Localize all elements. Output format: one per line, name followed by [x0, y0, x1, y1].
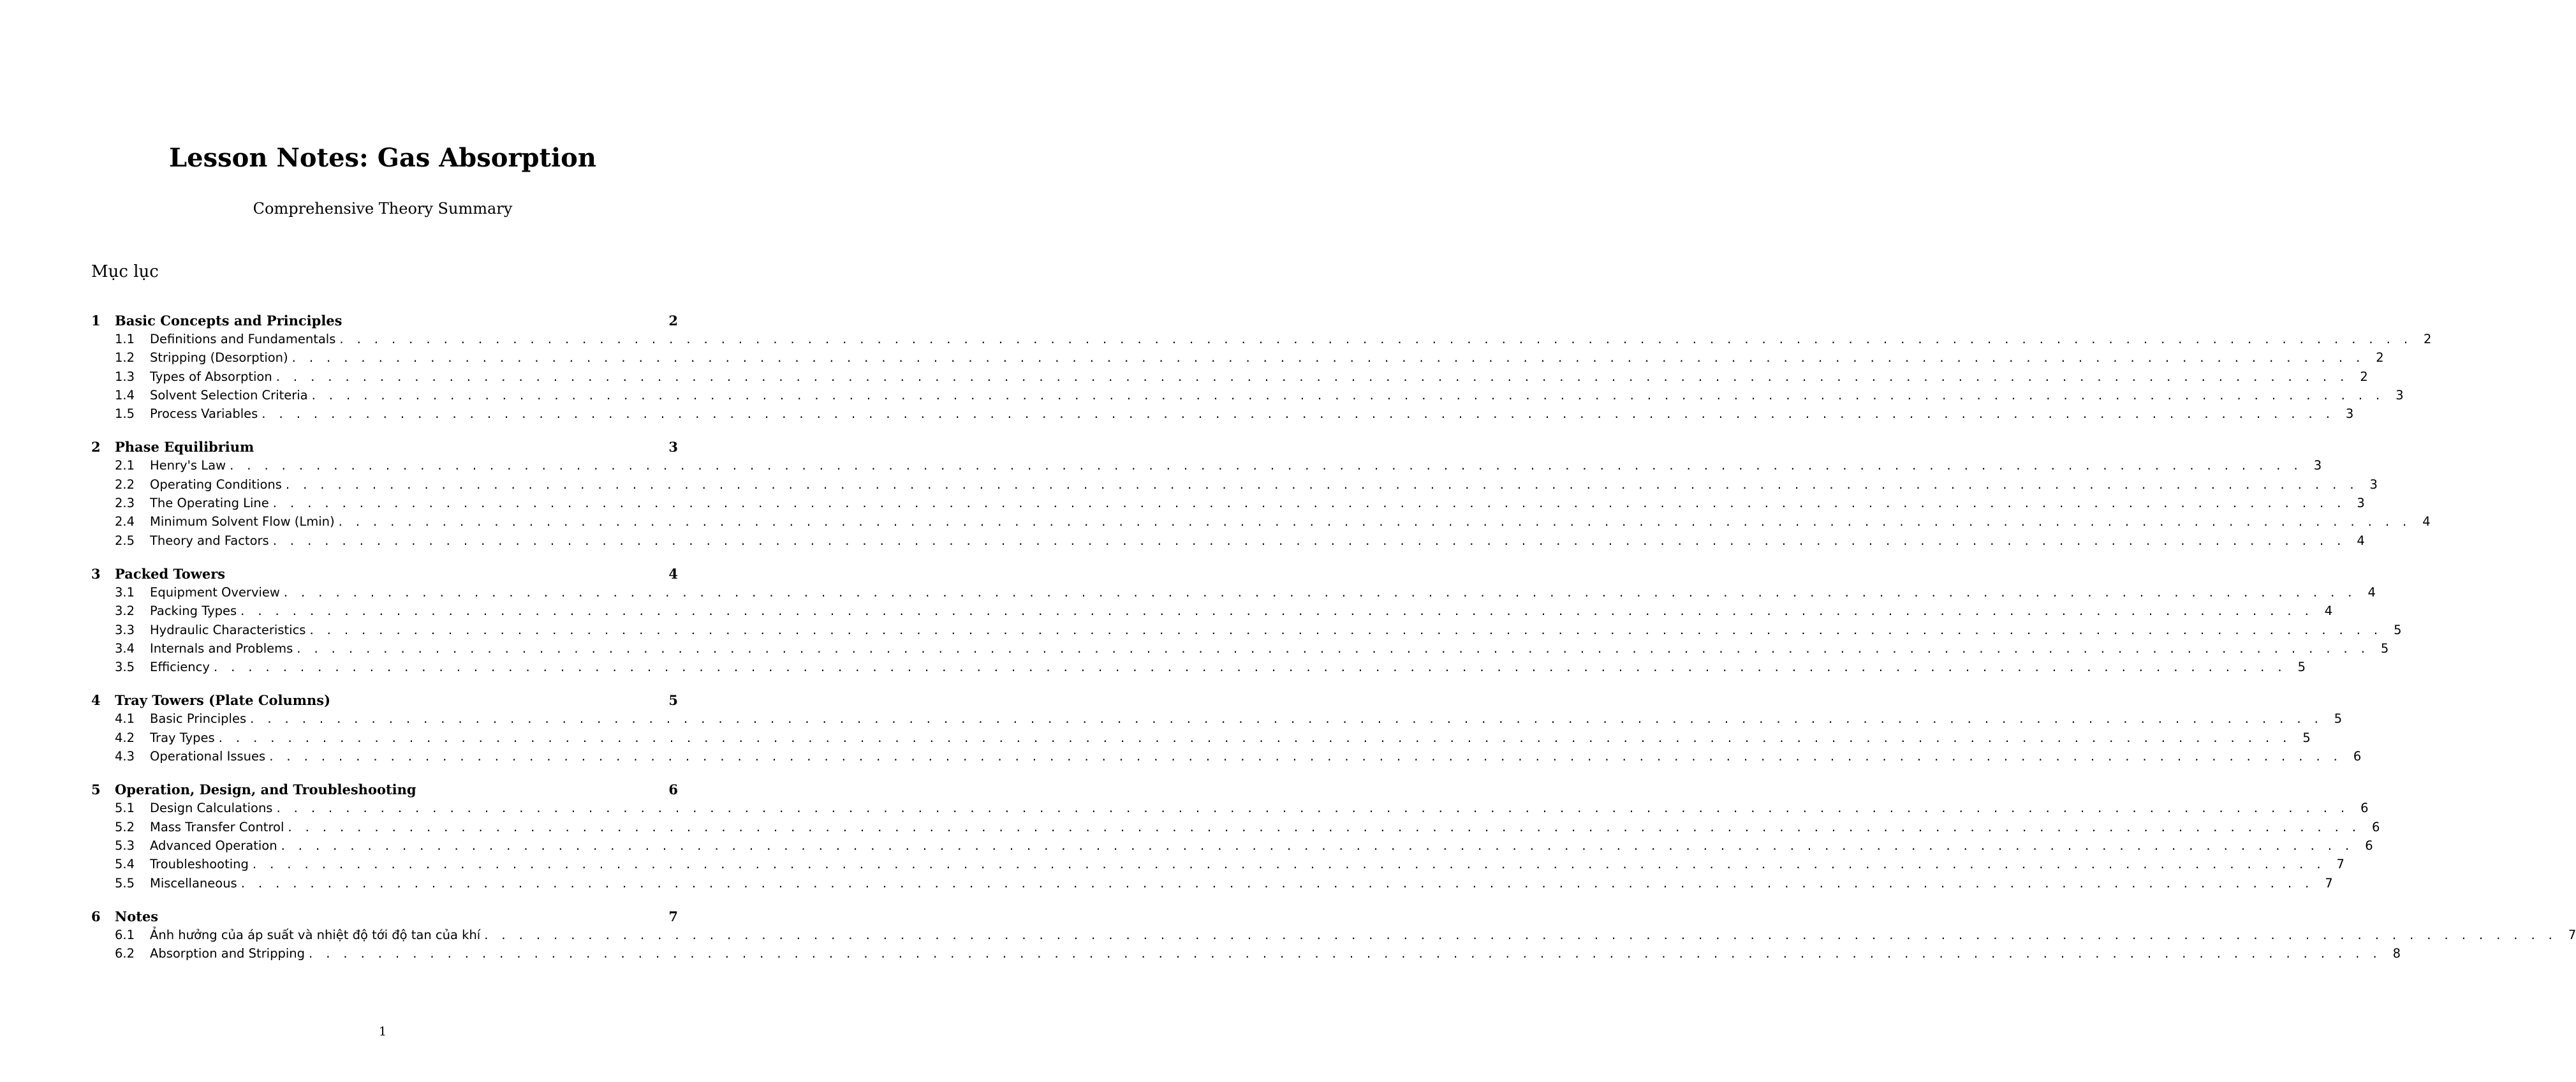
toc-subsection-number: 5.4: [115, 857, 135, 872]
toc-section-page: 3: [668, 439, 678, 456]
toc-dot-leader: . . . . . . . . . . . . . . . . . . . . . . . . . . . . . . . . . . . . . . . . . . . . . . . . . . . . . . . . . . . . . . . . . . . . . . . . . . . . . . . . . . . . . . . . . . . . . . . . . . . . . . . . . . . . . . . . . . . . . . . .: [250, 711, 2323, 727]
toc-section: [91, 692, 2362, 767]
toc-dot-leader: . . . . . . . . . . . . . . . . . . . . . . . . . . . . . . . . . . . . . . . . . . . . . . . . . . . . . . . . . . . . . . . . . . . . . . . . . . . . . . . . . . . . . . . . . . . . . . . . . . . . . . . . . . . . . . . . . . . . . . . .: [272, 496, 2346, 511]
toc-subsection-title: Types of Absorption: [150, 369, 272, 384]
toc-section-number: 5: [91, 782, 101, 798]
toc-dot-leader: . . . . . . . . . . . . . . . . . . . . . . . . . . . . . . . . . . . . . . . . . . . . . . . . . . . . . . . . . . . . . . . . . . . . . . . . . . . . . . . . . . . . . . . . . . . . . . . . . . . . . . . . . . . . . . . . . . . . . . . .: [281, 838, 2354, 853]
toc-subsection-number: 1.5: [115, 406, 135, 422]
toc-subsection-page: 3: [2369, 477, 2378, 492]
toc-subsection-page: 7: [2325, 875, 2333, 891]
toc-subsection-number: 3.5: [115, 660, 135, 675]
toc-subsection-title: Process Variables: [150, 406, 258, 422]
toc-subsection-number: 2.4: [115, 514, 135, 530]
toc-section-entry[interactable]: [91, 692, 678, 711]
toc-subsection-page: 6: [2353, 749, 2362, 764]
toc-subsection-number: 6.2: [115, 946, 135, 961]
toc-subsection-entry[interactable]: [91, 496, 2365, 514]
toc-dot-leader: . . . . . . . . . . . . . . . . . . . . . . . . . . . . . . . . . . . . . . . . . . . . . . . . . . . . . . . . . . . . . . . . . . . . . . . . . . . . . . . . . . . . . . . . . . . . . . . . . . . . . . . . . . . . . . . . . . . . . . . .: [291, 350, 2365, 366]
toc-subsection-title: Operational Issues: [150, 749, 266, 764]
toc-dot-leader: . . . . . . . . . . . . . . . . . . . . . . . . . . . . . . . . . . . . . . . . . . . . . . . . . . . . . . . . . . . . . . . . . . . . . . . . . . . . . . . . . . . . . . . . . . . . . . . . . . . . . . . . . . . . . . . . . . . . . . . .: [338, 514, 2411, 530]
toc-dot-leader: . . . . . . . . . . . . . . . . . . . . . . . . . . . . . . . . . . . . . . . . . . . . . . . . . . . . . . . . . . . . . . . . . . . . . . . . . . . . . . . . . . . . . . . . . . . . . . . . . . . . . . . . . . . . . . . . . . . . . . . .: [272, 533, 2346, 548]
toc-section-title: Operation, Design, and Troubleshooting: [115, 782, 416, 798]
toc-heading: Mục lục: [91, 262, 159, 281]
toc-subsection-title: Internals and Problems: [150, 641, 293, 656]
toc-section: [91, 908, 2576, 965]
toc-section-page: 6: [668, 782, 678, 798]
toc-section-title: Phase Equilibrium: [115, 439, 254, 456]
toc-subsection-number: 2.5: [115, 533, 135, 548]
toc-subsection-title: Miscellaneous: [150, 875, 237, 891]
toc-subsection-entry[interactable]: [91, 332, 2432, 350]
page-number: 1: [378, 1025, 387, 1039]
toc-subsection-entry[interactable]: [91, 819, 2380, 838]
toc-section: [91, 313, 2432, 425]
toc-subsection-title: Basic Principles: [150, 711, 247, 727]
toc-section-entry[interactable]: [91, 566, 678, 585]
toc-dot-leader: . . . . . . . . . . . . . . . . . . . . . . . . . . . . . . . . . . . . . . . . . . . . . . . . . . . . . . . . . . . . . . . . . . . . . . . . . . . . . . . . . . . . . . . . . . . . . . . . . . . . . . . . . . . . . . . . . . . . . . . .: [276, 801, 2350, 816]
toc-subsection-entry[interactable]: [91, 838, 2373, 857]
toc-subsection-entry[interactable]: [91, 641, 2389, 660]
toc-dot-leader: . . . . . . . . . . . . . . . . . . . . . . . . . . . . . . . . . . . . . . . . . . . . . . . . . . . . . . . . . . . . . . . . . . . . . . . . . . . . . . . . . . . . . . . . . . . . . . . . . . . . . . . . . . . . . . . . . . . . . . . .: [484, 927, 2558, 942]
toc-subsection-entry[interactable]: [91, 946, 2401, 965]
toc-subsection-title: The Operating Line: [150, 496, 269, 511]
toc-subsection-title: Hydraulic Characteristics: [150, 622, 306, 637]
toc-subsection-title: Operating Conditions: [150, 477, 282, 492]
toc-dot-leader: . . . . . . . . . . . . . . . . . . . . . . . . . . . . . . . . . . . . . . . . . . . . . . . . . . . . . . . . . . . . . . . . . . . . . . . . . . . . . . . . . . . . . . . . . . . . . . . . . . . . . . . . . . . . . . . . . . . . . . . .: [309, 622, 2383, 637]
toc-subsection-page: 8: [2392, 946, 2401, 961]
toc-dot-leader: . . . . . . . . . . . . . . . . . . . . . . . . . . . . . . . . . . . . . . . . . . . . . . . . . . . . . . . . . . . . . . . . . . . . . . . . . . . . . . . . . . . . . . . . . . . . . . . . . . . . . . . . . . . . . . . . . . . . . . . .: [283, 584, 2357, 600]
toc-subsection-page: 5: [2380, 641, 2389, 656]
toc-subsection-title: Stripping (Desorption): [150, 350, 288, 366]
toc-subsection-entry[interactable]: [91, 857, 2344, 875]
toc-section-number: 1: [91, 313, 101, 329]
toc-subsection-entry[interactable]: [91, 350, 2384, 369]
toc-subsection-number: 1.2: [115, 350, 135, 366]
toc-subsection-number: 2.2: [115, 477, 135, 492]
toc-subsection-number: 4.3: [115, 749, 135, 764]
toc-subsection-page: 2: [2376, 350, 2384, 366]
toc-subsection-title: Absorption and Stripping: [150, 946, 305, 961]
toc-dot-leader: . . . . . . . . . . . . . . . . . . . . . . . . . . . . . . . . . . . . . . . . . . . . . . . . . . . . . . . . . . . . . . . . . . . . . . . . . . . . . . . . . . . . . . . . . . . . . . . . . . . . . . . . . . . . . . . . . . . . . . . .: [297, 641, 2370, 656]
toc-section-number: 2: [91, 439, 101, 456]
toc-subsection-number: 2.3: [115, 496, 135, 511]
toc-subsection-page: 7: [2336, 857, 2344, 872]
toc-subsection-entry[interactable]: [91, 801, 2369, 819]
toc-subsection-entry[interactable]: [91, 584, 2376, 604]
toc-section-title: Notes: [115, 908, 159, 924]
toc-subsection-number: 3.3: [115, 622, 135, 637]
toc-subsection-title: Packing Types: [150, 604, 237, 619]
toc-section-entry[interactable]: [91, 439, 678, 458]
toc-subsection-page: 4: [2324, 604, 2333, 619]
toc-section: [91, 439, 2431, 551]
toc-subsection-number: 1.3: [115, 369, 135, 384]
document-subtitle: Comprehensive Theory Summary: [253, 200, 513, 218]
toc-subsection-number: 1.1: [115, 332, 135, 346]
toc-subsection-number: 1.4: [115, 387, 135, 403]
toc-subsection-title: Equipment Overview: [150, 584, 280, 600]
toc-subsection-entry[interactable]: [91, 875, 2333, 894]
toc-section-page: 7: [668, 908, 678, 924]
toc-subsection-page: 4: [2422, 514, 2431, 530]
toc-subsection-page: 5: [2394, 622, 2402, 637]
toc-subsection-title: Mass Transfer Control: [150, 819, 284, 834]
toc-subsection-entry[interactable]: [91, 660, 2306, 678]
toc-subsection-number: 5.5: [115, 875, 135, 891]
toc-dot-leader: . . . . . . . . . . . . . . . . . . . . . . . . . . . . . . . . . . . . . . . . . . . . . . . . . . . . . . . . . . . . . . . . . . . . . . . . . . . . . . . . . . . . . . . . . . . . . . . . . . . . . . . . . . . . . . . . . . . . . . . .: [311, 387, 2385, 403]
toc-dot-leader: . . . . . . . . . . . . . . . . . . . . . . . . . . . . . . . . . . . . . . . . . . . . . . . . . . . . . . . . . . . . . . . . . . . . . . . . . . . . . . . . . . . . . . . . . . . . . . . . . . . . . . . . . . . . . . . . . . . . . . . .: [240, 875, 2314, 891]
toc-subsection-page: 3: [2357, 496, 2365, 511]
toc-subsection-number: 3.4: [115, 641, 135, 656]
toc-section-page: 5: [668, 692, 678, 709]
toc-subsection-entry[interactable]: [91, 514, 2431, 533]
toc-section: [91, 782, 2380, 894]
toc-subsection-entry[interactable]: [91, 604, 2333, 622]
toc-dot-leader: . . . . . . . . . . . . . . . . . . . . . . . . . . . . . . . . . . . . . . . . . . . . . . . . . . . . . . . . . . . . . . . . . . . . . . . . . . . . . . . . . . . . . . . . . . . . . . . . . . . . . . . . . . . . . . . . . . . . . . . .: [261, 406, 2335, 422]
toc-dot-leader: . . . . . . . . . . . . . . . . . . . . . . . . . . . . . . . . . . . . . . . . . . . . . . . . . . . . . . . . . . . . . . . . . . . . . . . . . . . . . . . . . . . . . . . . . . . . . . . . . . . . . . . . . . . . . . . . . . . . . . . .: [276, 369, 2349, 384]
toc-subsection-number: 6.1: [115, 927, 135, 942]
toc-subsection-page: 4: [2367, 584, 2376, 600]
toc-subsection-entry[interactable]: [91, 711, 2343, 730]
toc-section-number: 6: [91, 908, 101, 924]
toc-subsection-page: 5: [2302, 730, 2311, 745]
toc-subsection-page: 2: [2424, 332, 2432, 346]
toc-dot-leader: . . . . . . . . . . . . . . . . . . . . . . . . . . . . . . . . . . . . . . . . . . . . . . . . . . . . . . . . . . . . . . . . . . . . . . . . . . . . . . . . . . . . . . . . . . . . . . . . . . . . . . . . . . . . . . . . . . . . . . . .: [218, 730, 2292, 745]
toc-section-entry[interactable]: [91, 313, 678, 332]
toc-subsection-number: 5.1: [115, 801, 135, 816]
toc-dot-leader: . . . . . . . . . . . . . . . . . . . . . . . . . . . . . . . . . . . . . . . . . . . . . . . . . . . . . . . . . . . . . . . . . . . . . . . . . . . . . . . . . . . . . . . . . . . . . . . . . . . . . . . . . . . . . . . . . . . . . . . .: [240, 604, 2314, 619]
toc-subsection-page: 2: [2360, 369, 2368, 384]
toc-subsection-page: 3: [2345, 406, 2354, 422]
toc-subsection-number: 5.3: [115, 838, 135, 853]
toc-subsection-title: Theory and Factors: [150, 533, 269, 548]
toc-section-page: 2: [668, 313, 678, 329]
toc-section: [91, 565, 2402, 678]
toc-subsection-page: 4: [2357, 533, 2365, 548]
toc-subsection-title: Advanced Operation: [150, 838, 277, 853]
toc-subsection-entry[interactable]: [91, 622, 2402, 641]
toc-dot-leader: . . . . . . . . . . . . . . . . . . . . . . . . . . . . . . . . . . . . . . . . . . . . . . . . . . . . . . . . . . . . . . . . . . . . . . . . . . . . . . . . . . . . . . . . . . . . . . . . . . . . . . . . . . . . . . . . . . . . . . . .: [230, 458, 2303, 473]
toc-subsection-title: Tray Types: [150, 730, 215, 745]
toc-subsection-entry[interactable]: [91, 387, 2404, 406]
toc-section-number: 3: [91, 565, 101, 582]
toc-subsection-title: Definitions and Fundamentals: [150, 332, 336, 346]
toc-subsection-title: Henry's Law: [150, 458, 226, 473]
table-of-contents: [91, 313, 2576, 979]
toc-subsection-entry[interactable]: [91, 927, 2576, 946]
toc-dot-leader: . . . . . . . . . . . . . . . . . . . . . . . . . . . . . . . . . . . . . . . . . . . . . . . . . . . . . . . . . . . . . . . . . . . . . . . . . . . . . . . . . . . . . . . . . . . . . . . . . . . . . . . . . . . . . . . . . . . . . . . .: [309, 946, 2382, 961]
toc-section-number: 4: [91, 692, 101, 709]
toc-subsection-page: 3: [2396, 387, 2404, 403]
toc-section-entry[interactable]: [91, 782, 678, 801]
toc-subsection-number: 4.1: [115, 711, 135, 727]
toc-dot-leader: . . . . . . . . . . . . . . . . . . . . . . . . . . . . . . . . . . . . . . . . . . . . . . . . . . . . . . . . . . . . . . . . . . . . . . . . . . . . . . . . . . . . . . . . . . . . . . . . . . . . . . . . . . . . . . . . . . . . . . . .: [269, 749, 2343, 764]
toc-subsection-number: 4.2: [115, 730, 135, 745]
toc-subsection-page: 6: [2360, 801, 2369, 816]
toc-subsection-entry[interactable]: [91, 730, 2311, 749]
toc-subsection-entry[interactable]: [91, 369, 2368, 388]
toc-subsection-number: 3.2: [115, 604, 135, 619]
toc-subsection-entry[interactable]: [91, 406, 2354, 425]
toc-subsection-number: 5.2: [115, 819, 135, 834]
toc-subsection-number: 2.1: [115, 458, 135, 473]
toc-section-title: Packed Towers: [115, 565, 226, 582]
toc-subsection-title: Troubleshooting: [150, 857, 249, 872]
toc-section-entry[interactable]: [91, 908, 678, 928]
document-title: Lesson Notes: Gas Absorption: [169, 143, 596, 173]
toc-subsection-entry[interactable]: [91, 477, 2378, 496]
toc-subsection-page: 6: [2365, 838, 2373, 853]
toc-subsection-title: Design Calculations: [150, 801, 273, 816]
toc-section-title: Tray Towers (Plate Columns): [115, 692, 331, 709]
toc-dot-leader: . . . . . . . . . . . . . . . . . . . . . . . . . . . . . . . . . . . . . . . . . . . . . . . . . . . . . . . . . . . . . . . . . . . . . . . . . . . . . . . . . . . . . . . . . . . . . . . . . . . . . . . . . . . . . . . . . . . . . . . .: [213, 660, 2286, 675]
toc-section-page: 4: [668, 565, 678, 582]
toc-dot-leader: . . . . . . . . . . . . . . . . . . . . . . . . . . . . . . . . . . . . . . . . . . . . . . . . . . . . . . . . . . . . . . . . . . . . . . . . . . . . . . . . . . . . . . . . . . . . . . . . . . . . . . . . . . . . . . . . . . . . . . . .: [339, 332, 2413, 346]
toc-subsection-page: 7: [2568, 927, 2576, 942]
toc-subsection-title: Efficiency: [150, 660, 210, 675]
toc-subsection-entry[interactable]: [91, 533, 2365, 552]
toc-subsection-title: Solvent Selection Criteria: [150, 387, 308, 403]
toc-subsection-entry[interactable]: [91, 749, 2362, 767]
toc-dot-leader: . . . . . . . . . . . . . . . . . . . . . . . . . . . . . . . . . . . . . . . . . . . . . . . . . . . . . . . . . . . . . . . . . . . . . . . . . . . . . . . . . . . . . . . . . . . . . . . . . . . . . . . . . . . . . . . . . . . . . . . .: [252, 857, 2325, 872]
toc-dot-leader: . . . . . . . . . . . . . . . . . . . . . . . . . . . . . . . . . . . . . . . . . . . . . . . . . . . . . . . . . . . . . . . . . . . . . . . . . . . . . . . . . . . . . . . . . . . . . . . . . . . . . . . . . . . . . . . . . . . . . . . .: [288, 819, 2361, 834]
toc-subsection-title: Minimum Solvent Flow (Lmin): [150, 514, 335, 530]
toc-subsection-entry[interactable]: [91, 458, 2322, 477]
toc-subsection-title: Ảnh hưởng của áp suất và nhiệt độ tới độ tan của khí: [150, 927, 481, 942]
toc-subsection-number: 3.1: [115, 584, 135, 600]
toc-subsection-page: 3: [2313, 458, 2322, 473]
toc-subsection-page: 6: [2372, 819, 2380, 834]
toc-subsection-page: 5: [2334, 711, 2343, 727]
toc-dot-leader: . . . . . . . . . . . . . . . . . . . . . . . . . . . . . . . . . . . . . . . . . . . . . . . . . . . . . . . . . . . . . . . . . . . . . . . . . . . . . . . . . . . . . . . . . . . . . . . . . . . . . . . . . . . . . . . . . . . . . . . .: [285, 477, 2359, 492]
toc-subsection-page: 5: [2297, 660, 2306, 675]
toc-section-title: Basic Concepts and Principles: [115, 313, 342, 329]
